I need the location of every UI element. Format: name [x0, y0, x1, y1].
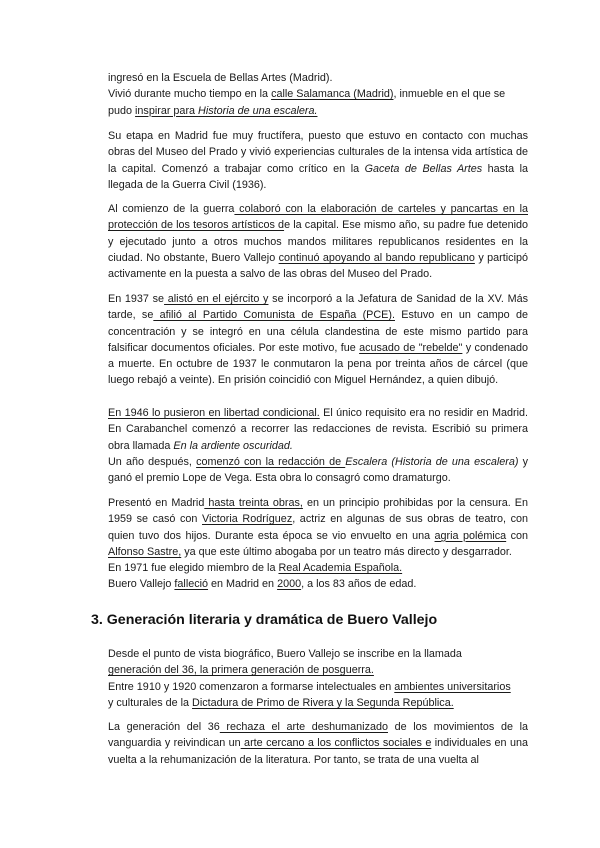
underlined-text: generación del 36, la primera generación de posguerra.: [108, 664, 374, 677]
paragraph-1937: [108, 291, 528, 389]
text: pudo: [108, 104, 136, 117]
text: se incorporó a la Jefatura de Sanidad de la XV. Más tarde, se: [108, 293, 528, 322]
text: La generación del 36: [108, 721, 220, 733]
text: Vivió durante mucho tiempo en la: [108, 88, 272, 101]
paragraph-works: [108, 495, 528, 593]
underlined-text: acusado de "rebelde": [359, 341, 463, 354]
paragraph-madrid: [108, 128, 528, 193]
text: en Madrid en: [208, 578, 278, 591]
underlined-text: hasta treinta obras,: [204, 497, 303, 509]
text: y condenado a muerte. En octubre de 1937 le conmutaron la pena por treinta años de cárcel (que luego rebajó a veinte). En prisión coincidió con Miguel Hernández, a quien dibujó.: [108, 341, 528, 387]
text: Un año después,: [108, 455, 197, 468]
underlined-text: falleció: [174, 578, 209, 591]
text: de los movimientos de la vanguardia y reivindican un: [108, 721, 528, 750]
text: Presentó en Madrid: [108, 497, 205, 509]
text: y ganó el premio Lope de Vega. Esta obra lo consagró como dramaturgo.: [108, 455, 529, 485]
underlined-text: Dictadura de Primo de Rivera y la Segunda República.: [192, 696, 454, 709]
underlined-text: comenzó con la redacción de: [196, 455, 346, 468]
underlined-text: Victoria Rodríguez: [202, 513, 293, 526]
text: , a los 83 años de edad.: [301, 578, 417, 591]
paragraph-intro: [108, 70, 528, 119]
text: , inmueble en el que se: [393, 88, 506, 101]
text: y participó activamente en la puesta a salvo de las obras del Museo del Prado.: [108, 251, 528, 281]
work-title: En la ardiente oscuridad.: [173, 439, 293, 452]
publication-title: Gaceta de Bellas Artes: [364, 162, 483, 175]
text: hasta la llegada de la Guerra Civil (1936).: [108, 162, 528, 191]
text: con: [506, 529, 528, 542]
underlined-text: continuó apoyando al bando republicano: [278, 251, 475, 264]
underlined-text: colaboró con la elaboración de carteles y pancartas en la protección de los tesoros artísticos d: [108, 203, 528, 232]
paragraph-generation-36: [108, 719, 528, 768]
underlined-text: En 1946 lo pusieron en libertad condicional.: [108, 407, 320, 419]
work-title: Historia de una escalera.: [198, 104, 318, 117]
text: , actriz en algunas de sus obras de teatro, con quien tuvo dos hijos. Durante esta época se vio envuelto en una: [108, 513, 529, 542]
underlined-text: alistó en el ejército y: [164, 293, 269, 305]
text: Desde el punto de vista biográfico, Buero Vallejo se inscribe en la llamada: [108, 648, 462, 660]
section-heading: 3. Generación literaria y dramática de Buero Vallejo: [91, 612, 438, 628]
underlined-text: calle Salamanca (Madrid): [271, 88, 394, 101]
underlined-text: Real Academia Española.: [278, 562, 403, 575]
text: ingresó en la Escuela de Bellas Artes (Madrid).: [108, 72, 333, 84]
text: e la capital. Ese mismo año, su padre fue detenido y ejecutado junto a otros muchos mandos militares republicanos residentes en la ciudad. No obstante, Buero Vallejo: [108, 219, 529, 264]
paragraph-war: [108, 201, 528, 282]
text: En 1971 fue elegido miembro de la: [108, 562, 279, 575]
underlined-text: afilió al Partido Comunista de España (PCE).: [153, 309, 395, 322]
paragraph-generation: [108, 646, 528, 711]
underlined-text: arte cercano a los conflictos sociales e: [240, 737, 432, 750]
underlined-text: ambientes universitarios: [394, 680, 511, 693]
work-title: Escalera: [345, 455, 388, 468]
underlined-text: rechaza el arte deshumanizado: [219, 721, 388, 733]
text: individuales en una vuelta a la rehumanización de la literatura. Por tanto, se trata de una vuelta al: [108, 737, 528, 766]
text: en un principio prohibidas por la censura. En 1959 se casó con: [108, 497, 528, 526]
underlined-text: Alfonso Sastre,: [108, 545, 182, 558]
text: Estuvo en un campo de concentración y se integró en una célula clandestina de este mismo partido para falsificar documentos oficiales. Por este motivo, fue: [108, 309, 528, 354]
underlined-text: inspirar para: [135, 104, 199, 117]
text: ya que este último abogaba por un teatro más directo y desgarrador.: [181, 545, 512, 558]
text: Buero Vallejo: [108, 578, 175, 591]
text: Su etapa en Madrid fue muy fructífera, puesto que estuvo en contacto con muchas obras del Museo del Prado y vivió experiencias culturales de la intensa vida artística de la capital. Comenzó a trabajar como crítico en la: [108, 130, 528, 175]
text: Al comienzo de la guerra: [108, 203, 235, 215]
underlined-text: 2000: [277, 578, 302, 591]
paragraph-1946: [108, 405, 528, 486]
text: El único requisito era no residir en Madrid. En Carabanchel comenzó a recorrer las redacciones de revista. Escribió su primera obra llamada: [108, 407, 528, 452]
text: En 1937 se: [108, 293, 165, 305]
text: Entre 1910 y 1920 comenzaron a formarse intelectuales en: [108, 680, 395, 693]
text: y culturales de la: [108, 696, 193, 709]
work-title: (Historia de una escalera): [391, 455, 519, 468]
underlined-text: agria polémica: [434, 529, 507, 542]
